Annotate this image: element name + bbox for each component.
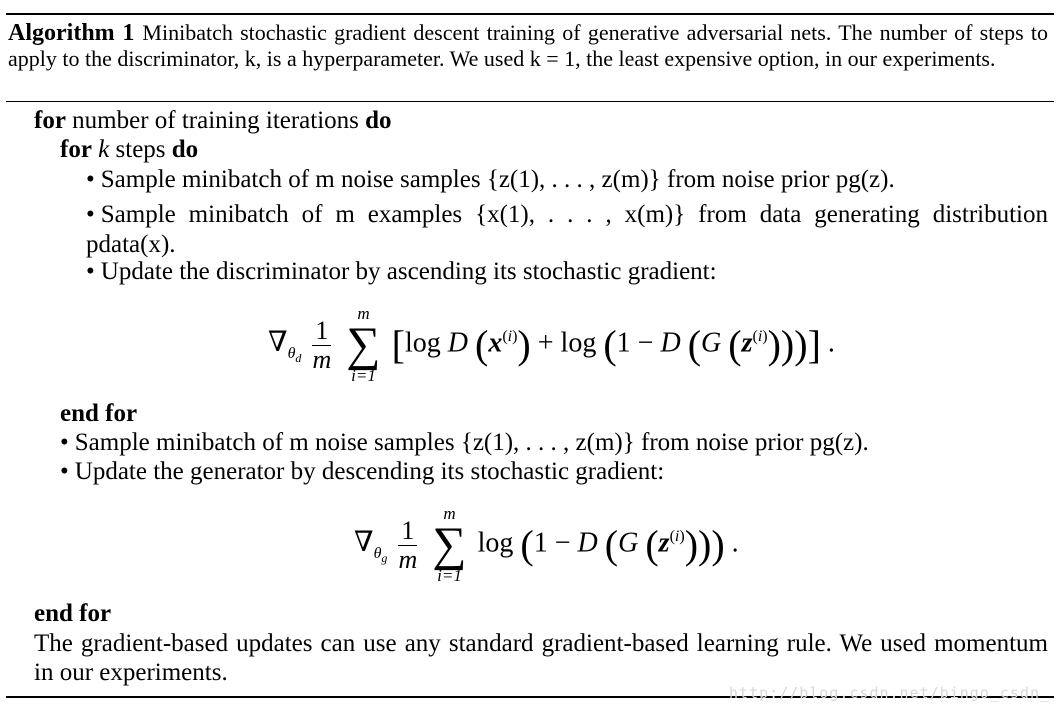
caption-text: Minibatch stochastic gradient descent training of generative adversarial nets. The number of steps to apply to the discriminator, k, is a hyperparameter. We used k = 1, the least expensive option, in our experiments. xyxy=(8,20,1049,71)
endfor-keyword: end for xyxy=(34,600,112,627)
outer-for-line xyxy=(34,107,392,135)
d-step-3-text: Update the discriminator by ascending its stochastic gradient: xyxy=(100,258,717,285)
outer-loop-text: number of training iterations xyxy=(72,107,359,134)
discriminator-equation: $\nabla_{\theta_d}$ $\frac{1}{m}$ m ∑ i=1 [log D $(x^{(i)}) + \log (1 - D$ (G $(z^{(i)})$))] . xyxy=(268,304,835,385)
outer-endfor-line xyxy=(34,600,111,628)
endfor-keyword: end for xyxy=(60,400,138,427)
algorithm-label: Algorithm 1 xyxy=(8,20,135,46)
generator-equation: $\nabla_{\theta_g}$ $\frac{1}{m}$ m ∑ i=1 log (1 − D (G $(z^{(i)})$)) . xyxy=(354,504,739,585)
inner-loop-var: k xyxy=(98,136,110,163)
d-step-2-text: Sample minibatch of m examples {x(1), . . . , x(m)} from data generating distribution pdata(x). xyxy=(86,201,1048,258)
g-step-1-text: Sample minibatch of m noise samples {z(1), . . . , z(m)} from noise prior pg(z). xyxy=(74,429,869,456)
inner-endfor-line xyxy=(60,400,137,428)
bullet-icon: • xyxy=(60,458,69,485)
do-keyword: do xyxy=(365,107,392,134)
d-step-2 xyxy=(86,200,1048,260)
for-keyword: for xyxy=(34,107,66,134)
inner-for-line xyxy=(60,136,198,164)
for-keyword: for xyxy=(60,136,92,163)
bullet-icon: • xyxy=(60,429,69,456)
g-step-2 xyxy=(60,458,664,486)
g-step-1 xyxy=(60,429,869,457)
d-step-1 xyxy=(86,166,895,194)
algorithm-caption xyxy=(8,20,1048,72)
bullet-icon: • xyxy=(86,258,95,285)
top-rule xyxy=(6,13,1054,15)
watermark-text: http://blog.csdn.net/bingo_csdn_ xyxy=(729,684,1050,702)
caption-rule xyxy=(6,101,1054,102)
g-step-2-text: Update the generator by descending its stochastic gradient: xyxy=(74,458,665,485)
d-step-3 xyxy=(86,258,717,286)
d-step-1-text: Sample minibatch of m noise samples {z(1), . . . , z(m)} from noise prior pg(z). xyxy=(100,166,895,193)
bullet-icon: • xyxy=(86,201,95,228)
inner-loop-text: steps xyxy=(115,136,166,163)
closing-paragraph: The gradient-based updates can use any standard gradient-based learning rule. We used momentum in our experiments. xyxy=(34,630,1048,686)
do-keyword: do xyxy=(171,136,199,163)
closing-text xyxy=(34,629,1048,687)
bullet-icon: • xyxy=(86,166,95,193)
